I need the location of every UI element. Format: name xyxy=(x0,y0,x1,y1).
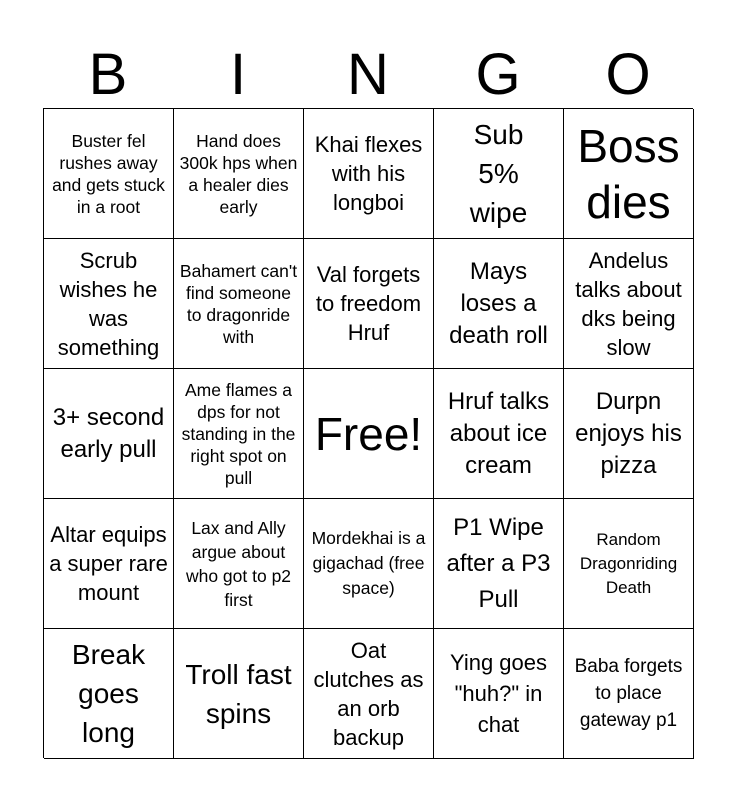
header-letter-o: O xyxy=(605,42,651,107)
cell-text: Durpn enjoys his pizza xyxy=(575,387,682,479)
header-letter-n: N xyxy=(347,42,389,107)
bingo-cell[interactable] xyxy=(434,109,564,239)
free-space-text: Free! xyxy=(314,407,423,460)
cell-text: Lax and Ally argue about who got to p2 first xyxy=(185,517,292,610)
bingo-board xyxy=(43,108,693,758)
bingo-cell[interactable] xyxy=(174,369,304,499)
cell-text: Ame flames a dps for not standing in the right spot on pull xyxy=(181,379,296,488)
bingo-cell[interactable] xyxy=(44,499,174,629)
header-letter-g: G xyxy=(475,42,521,107)
bingo-cell[interactable] xyxy=(44,239,174,369)
header-letter-i: I xyxy=(229,42,247,107)
bingo-cell[interactable] xyxy=(304,109,434,239)
cell-text: Hruf talks about ice cream xyxy=(447,387,550,479)
cell-text: Random Dragonriding Death xyxy=(579,529,678,597)
cell-text: Mordekhai is a gigachad (free space) xyxy=(311,528,426,598)
cell-text: Scrub wishes he was something xyxy=(57,247,160,360)
bingo-cell[interactable] xyxy=(434,499,564,629)
cell-text: Khai flexes with his longboi xyxy=(314,132,423,215)
bingo-cell[interactable] xyxy=(44,109,174,239)
bingo-header xyxy=(43,42,693,108)
bingo-cell[interactable] xyxy=(434,239,564,369)
bingo-cell[interactable] xyxy=(304,629,434,759)
bingo-cell[interactable] xyxy=(174,239,304,369)
cell-text: 3+ second early pull xyxy=(52,403,165,463)
cell-text: Break goes long xyxy=(71,639,146,748)
bingo-cell[interactable] xyxy=(44,369,174,499)
bingo-cell[interactable] xyxy=(564,499,694,629)
bingo-cell[interactable] xyxy=(564,369,694,499)
cell-text: Val forgets to freedom Hruf xyxy=(315,262,422,345)
cell-text: Bahamert can't find someone to dragonride with xyxy=(179,260,298,347)
bingo-cell[interactable] xyxy=(44,629,174,759)
cell-text: Sub 5% wipe xyxy=(469,119,528,228)
bingo-cell[interactable] xyxy=(174,499,304,629)
cell-text: Ying goes "huh?" in chat xyxy=(449,650,548,737)
cell-text: Troll fast spins xyxy=(185,658,292,729)
bingo-cell[interactable] xyxy=(304,239,434,369)
bingo-cell[interactable] xyxy=(434,629,564,759)
cell-text: Buster fel rushes away and gets stuck in a root xyxy=(52,130,165,217)
cell-text: Mays loses a death roll xyxy=(449,257,548,349)
cell-text: Baba forgets to place gateway p1 xyxy=(574,656,683,731)
free-space-cell[interactable] xyxy=(304,369,434,499)
bingo-cell[interactable] xyxy=(174,629,304,759)
cell-text: Boss dies xyxy=(577,119,680,228)
bingo-cell[interactable] xyxy=(564,629,694,759)
cell-text: Hand does 300k hps when a healer dies early xyxy=(179,130,298,217)
cell-text: P1 Wipe after a P3 Pull xyxy=(446,513,551,613)
cell-text: Andelus talks about dks being slow xyxy=(575,247,682,360)
bingo-cell[interactable] xyxy=(434,369,564,499)
cell-text: Oat clutches as an orb backup xyxy=(313,637,424,750)
bingo-cell[interactable] xyxy=(564,239,694,369)
bingo-cell[interactable] xyxy=(564,109,694,239)
bingo-cell[interactable] xyxy=(304,499,434,629)
bingo-cell[interactable] xyxy=(174,109,304,239)
header-letter-b: B xyxy=(88,42,128,107)
cell-text: Altar equips a super rare mount xyxy=(49,522,168,605)
